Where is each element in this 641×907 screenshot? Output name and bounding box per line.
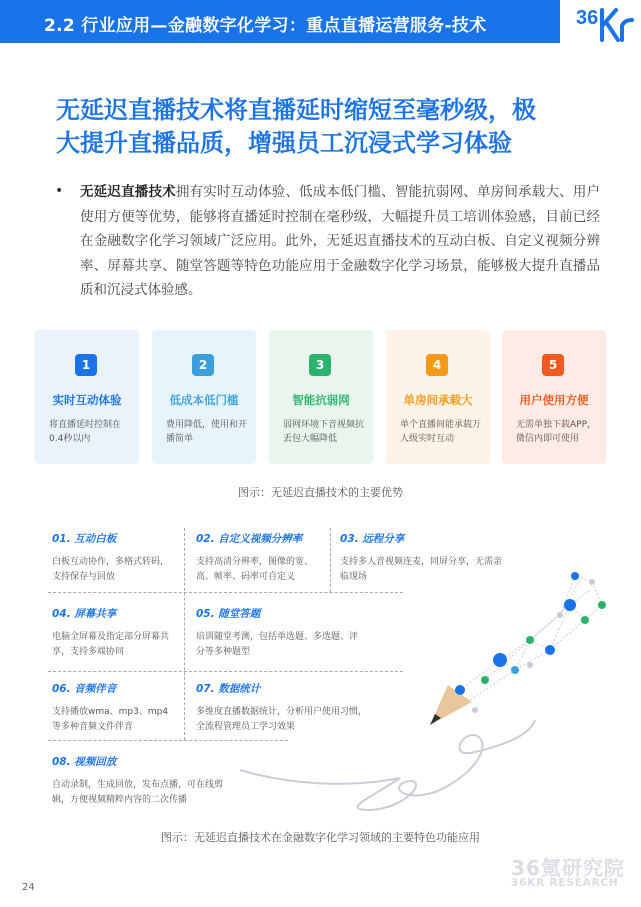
- advantage-number-badge: 4: [426, 354, 448, 376]
- grid-divider: [184, 528, 185, 740]
- feature-desc: 电脑全屏幕及指定部分屏幕共享，支持多端协同: [52, 632, 170, 657]
- feature-desc: 支持播放wma、mp3、mp4等多种音频文件伴音: [52, 707, 169, 732]
- feature-desc: 培训随堂考测，包括单选题、多选题、评分等多种题型: [196, 632, 359, 657]
- advantage-desc: 单个直播间能承载万人级实时互动: [400, 420, 482, 444]
- advantage-title: 智能抗弱网: [292, 393, 350, 407]
- intro-bold-lead: 无延迟直播技术: [80, 184, 176, 200]
- page-number: 24: [22, 882, 35, 893]
- feature-title: 01. 互动白板: [52, 533, 117, 545]
- advantage-title: 单房间承载大: [403, 393, 473, 407]
- feature-title: 04. 屏幕共享: [52, 608, 117, 620]
- advantage-card-4: [386, 330, 490, 464]
- advantage-desc: 无需单独下载APP，微信内即可使用: [516, 420, 597, 444]
- watermark-cn: 36氪研究院: [511, 856, 625, 880]
- headline-line-2: 大提升直播品质，增强员工沉浸式学习体验: [56, 129, 512, 157]
- advantage-desc: 费用降低，使用和开播简单: [166, 420, 248, 444]
- advantage-title: 实时互动体验: [52, 393, 122, 407]
- feature-title: 06. 音频伴音: [52, 683, 117, 695]
- advantage-desc: 将直播延时控制在0.4秒以内: [49, 420, 122, 444]
- advantage-desc: 弱网环境下音视频抗丢包大幅降低: [283, 420, 365, 444]
- feature-title: 05. 随堂答题: [196, 608, 261, 620]
- pencil-network-illustration-icon: [230, 570, 610, 820]
- feature-title: 02. 自定义视频分辨率: [196, 533, 303, 545]
- advantage-card-3: [269, 330, 373, 464]
- feature-title: 07. 数据统计: [196, 683, 261, 695]
- headline-line-1: 无延迟直播技术将直播延时缩短至毫秒级，极: [56, 96, 536, 124]
- feature-desc: 白板互动协作，多格式转码，支持保存与回放: [52, 557, 170, 582]
- feature-desc: 自动录制，生成回放，发布点播，可在线剪辑，方便视频精粹内容的二次传播: [52, 780, 224, 805]
- advantage-card-5: [502, 330, 606, 464]
- svg-text:36: 36: [576, 7, 599, 29]
- feature-title: 08. 视频回放: [52, 756, 117, 768]
- advantage-number-badge: 1: [75, 354, 97, 376]
- bullet-dot: •: [55, 183, 64, 199]
- feature-title: 03. 远程分享: [340, 533, 405, 545]
- feature-video-playback: [52, 754, 237, 808]
- feature-desc: 支持多人音视频连麦，同屏分享，无需亲临现场: [340, 557, 503, 582]
- feature-interactive-whiteboard: [52, 531, 177, 585]
- advantage-number-badge: 3: [309, 354, 331, 376]
- watermark-en: 36KR RESEARCH: [511, 877, 619, 889]
- page-section-title: 2.2 行业应用—金融数字化学习：重点直播运营服务-技术: [44, 16, 487, 36]
- page-headline: [56, 94, 596, 160]
- feature-desc: 支持高清分辨率，图像的宽、高、帧率、码率可自定义: [196, 557, 314, 582]
- figure-caption-advantages: 图示：无延迟直播技术的主要优势: [238, 486, 403, 499]
- advantage-number-badge: 2: [192, 354, 214, 376]
- feature-desc: 多维度直播数据统计，分析用户使用习惯，全流程管理员工学习效果: [196, 707, 368, 732]
- advantage-title: 用户使用方便: [519, 393, 589, 407]
- advantage-title: 低成本低门槛: [169, 393, 239, 407]
- advantage-card-1: [35, 330, 139, 464]
- advantage-number-badge: 5: [542, 354, 564, 376]
- figure-caption-features: 图示：无延迟直播技术在金融数字化学习领域的主要特色功能应用: [161, 831, 480, 844]
- advantage-card-2: [152, 330, 256, 464]
- intro-text: 拥有实时互动体验、低成本低门槛、智能抗弱网、单房间承载大、用户使用方便等优势，能够将直播延时控制在毫秒级，大幅提升员工培训体验感，目前已经在金融数字化学习领域广泛应用。此外，无延迟直播技术的互动白板、自定义视频分辨率、屏幕共享、随堂答题等特色功能应用于金融数字化学习场景，能够极大提升直播品质和沉浸式体验感。: [80, 184, 601, 298]
- feature-screen-share: [52, 606, 177, 660]
- feature-audio-accompaniment: [52, 681, 177, 735]
- 36kr-logo-icon: [572, 2, 638, 42]
- intro-paragraph: [80, 180, 600, 303]
- advantage-cards: [35, 330, 606, 464]
